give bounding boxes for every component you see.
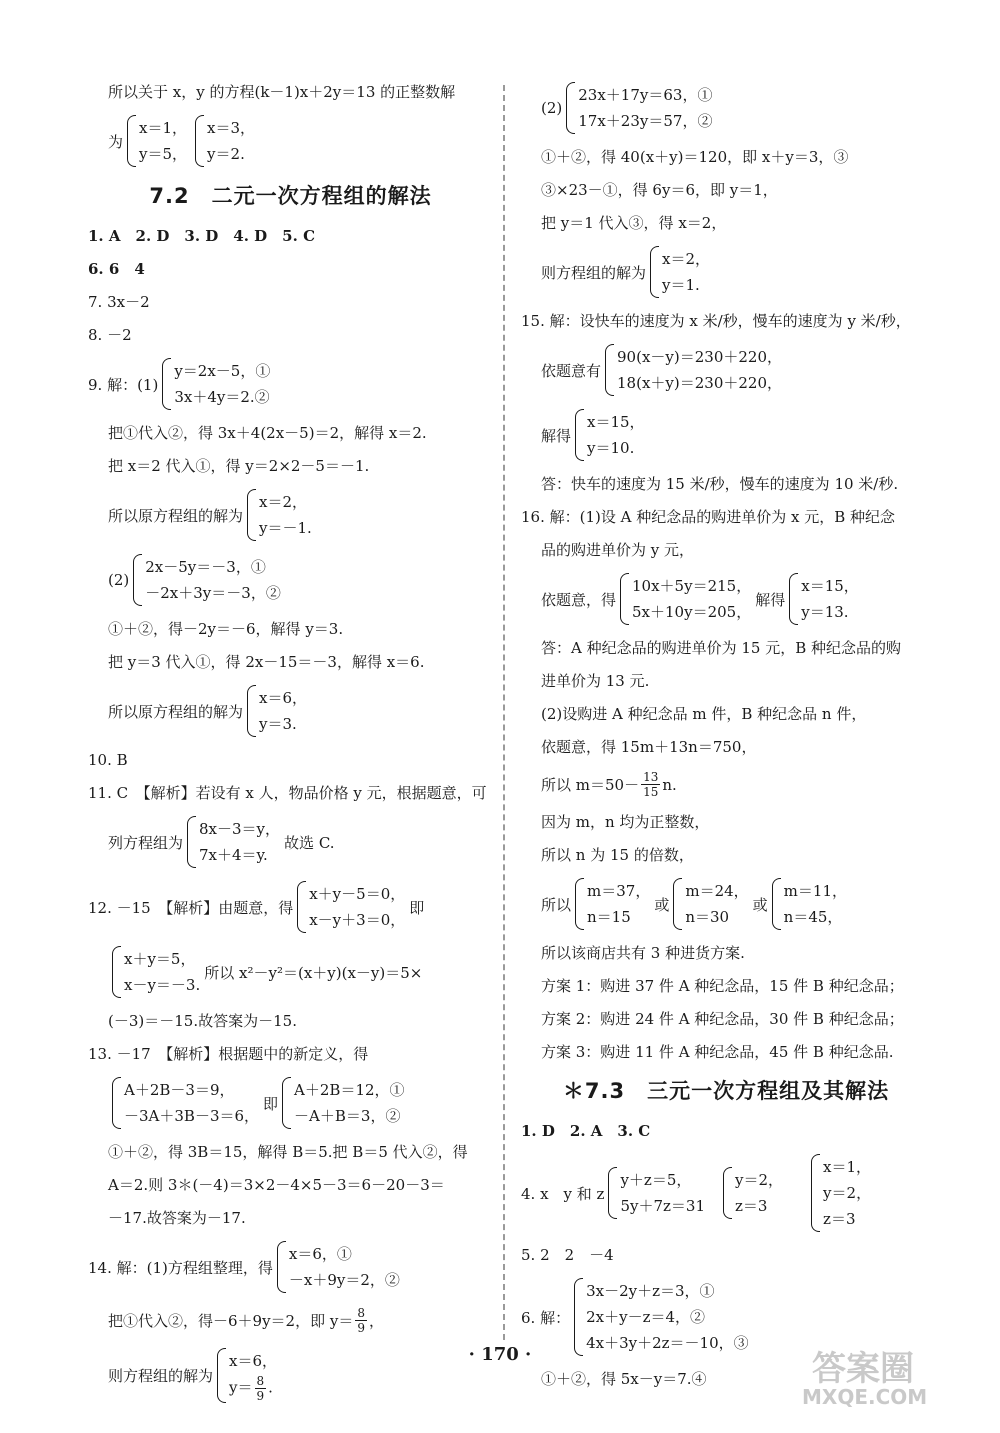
q12-system: 12. －15 【解析】由题意，得 x＋y－5＝0， x－y＋3＝0， 即	[88, 881, 493, 933]
answer-line: 16. 解：(1)设 A 种纪念品的购进单价为 x 元，B 种纪念	[521, 508, 896, 526]
answer-line: ①＋②，得 5x－y＝7.④	[541, 1370, 707, 1388]
answer-line: 10. B	[88, 751, 128, 769]
section-heading: 7.2 二元一次方程组的解法	[149, 184, 432, 208]
answer-line: 方案 1：购进 37 件 A 种纪念品，15 件 B 种纪念品；	[541, 977, 904, 995]
q14-solution: 则方程组的解为 x＝6， y＝ $\frac{8}{9}$ .	[88, 1348, 493, 1403]
answer-line: 11. C 【解析】若设有 x 人，物品价格 y 元，根据题意，可	[88, 784, 487, 802]
page-number: · 170 ·	[468, 1344, 532, 1365]
answer-line: 把 y＝1 代入③，得 x＝2，	[541, 214, 727, 232]
q14-system: 14. 解：(1)方程组整理，得 x＝6，① －x＋9y＝2，②	[88, 1241, 493, 1293]
answer-line: 方案 2：购进 24 件 A 种纪念品，30 件 B 种纪念品；	[541, 1010, 904, 1028]
equation-system: x＝3， y＝2.	[195, 115, 255, 167]
answer-line: 依题意，得 15m＋13n＝750，	[541, 738, 757, 756]
q14-system-2: (2) 23x＋17y＝63，① 17x＋23y＝57，②	[521, 82, 931, 134]
s3-q6-system: 6. 解： 3x－2y＋z＝3，① 2x＋y－z＝4，② 4x＋3y＋2z＝－10，③	[521, 1278, 931, 1356]
left-column	[88, 82, 493, 1416]
answer-line: 所以 n 为 15 的倍数，	[541, 846, 694, 864]
q9-system-2: (2) 2x－5y＝－3，① －2x＋3y＝－3，②	[88, 554, 493, 606]
answer-line: 5. 2 2 －4	[521, 1246, 614, 1264]
answer-line: 方案 3：购进 11 件 A 种纪念品，45 件 B 种纪念品.	[541, 1043, 894, 1061]
answer-line: A＝2.则 3＊(－4)＝3×2－4×5－3＝6－20－3＝	[108, 1176, 445, 1194]
q9-system: 9. 解：(1) y＝2x－5，① 3x＋4y＝2.②	[88, 358, 493, 410]
q9-solution-2: 所以原方程组的解为 x＝6， y＝3.	[88, 685, 493, 737]
answer-line: ③×23－①，得 6y＝6，即 y＝1，	[541, 181, 778, 199]
watermark-logo: 答案圈 MXQE.COM	[802, 1349, 928, 1409]
answer-line: ①＋②，得 3B＝15，解得 B＝5.把 B＝5 代入②，得	[108, 1143, 468, 1161]
answer-line: 品的购进单价为 y 元，	[541, 541, 695, 559]
fraction: $\frac{8}{9}$	[357, 1306, 365, 1335]
answer-line: 把 y＝3 代入①，得 2x－15＝－3，解得 x＝6.	[108, 653, 425, 671]
answer-line: 因为 m，n 均为正整数，	[541, 813, 710, 831]
section-heading: ＊7.3 三元一次方程组及其解法	[562, 1079, 890, 1103]
fraction: $\frac{13}{15}$	[643, 770, 659, 799]
q14-step: 把①代入②，得－6＋9y＝2，即 y＝ $\frac{8}{9}$ ，	[108, 1306, 385, 1335]
answer-line: 13. －17 【解析】根据题中的新定义，得	[88, 1045, 369, 1063]
q15-solution: 解得 x＝15， y＝10.	[521, 409, 931, 461]
q11-system: 列方程组为 8x－3＝y， 7x＋4＝y. 故选 C.	[88, 816, 493, 868]
q16-system: 依题意，得 10x＋5y＝215， 5x＋10y＝205， 解得 x＝15， y＝13.	[521, 573, 931, 625]
answer-line: ①＋②，得 40(x＋y)＝120，即 x＋y＝3，③	[541, 148, 849, 166]
right-column	[521, 82, 931, 1402]
column-divider	[503, 85, 505, 1340]
answer-line: 把①代入②，得 3x＋4(2x－5)＝2，解得 x＝2.	[108, 424, 427, 442]
answer-line: 1. A 2. D 3. D 4. D 5. C	[88, 227, 316, 245]
answer-line: 8. －2	[88, 326, 132, 344]
answer-line: ①＋②，得－2y＝－6，解得 y＝3.	[108, 620, 344, 638]
q15-system: 依题意有 90(x－y)＝230＋220， 18(x＋y)＝230＋220，	[521, 344, 931, 396]
intro-line: 所以关于 x，y 的方程(k－1)x＋2y＝13 的正整数解	[108, 83, 456, 101]
q9-solution: 所以原方程组的解为 x＝2， y＝－1.	[88, 489, 493, 541]
answer-line: 答：快车的速度为 15 米/秒，慢车的速度为 10 米/秒.	[541, 475, 899, 493]
answer-line: 6. 6 4	[88, 260, 145, 278]
q12-system-2: x＋y＝5， x－y＝－3. 所以 x²－y²＝(x＋y)(x－y)＝5×	[88, 946, 493, 998]
q16-m-expression: 所以 m＝50－ $\frac{13}{15}$ n.	[541, 770, 677, 799]
q16-solutions: 所以 m＝37， n＝15 或 m＝24， n＝30 或 m＝11， n＝45，	[521, 878, 931, 930]
intro-solutions: 为 x＝1， y＝5， x＝3， y＝2.	[88, 115, 493, 167]
answer-line: (－3)＝－15.故答案为－15.	[108, 1012, 297, 1030]
equation-system: x＝1， y＝5，	[127, 115, 187, 167]
answer-line: －17.故答案为－17.	[108, 1209, 246, 1227]
answer-line: 7. 3x－2	[88, 293, 150, 311]
q14-solution-2: 则方程组的解为 x＝2， y＝1.	[521, 246, 931, 298]
answer-line: 答：A 种纪念品的购进单价为 15 元，B 种纪念品的购	[541, 639, 902, 657]
answer-line: (2)设购进 A 种纪念品 m 件，B 种纪念品 n 件，	[541, 705, 867, 723]
q13-systems: A＋2B－3＝9， －3A＋3B－3＝6， 即 A＋2B＝12，① －A＋B＝3，②	[88, 1077, 493, 1129]
answer-line: 1. D 2. A 3. C	[521, 1122, 651, 1140]
answer-line: 进单价为 13 元.	[541, 672, 650, 690]
answer-line: 15. 解：设快车的速度为 x 米/秒，慢车的速度为 y 米/秒，	[521, 312, 911, 330]
answer-line: 所以该商店共有 3 种进货方案.	[541, 944, 745, 962]
s3-q4-systems: 4. x y 和 z y＋z＝5， 5y＋7z＝31 y＝2， z＝3 x＝1， y＝2， z＝3	[521, 1154, 931, 1232]
answer-line: 把 x＝2 代入①，得 y＝2×2－5＝－1.	[108, 457, 370, 475]
